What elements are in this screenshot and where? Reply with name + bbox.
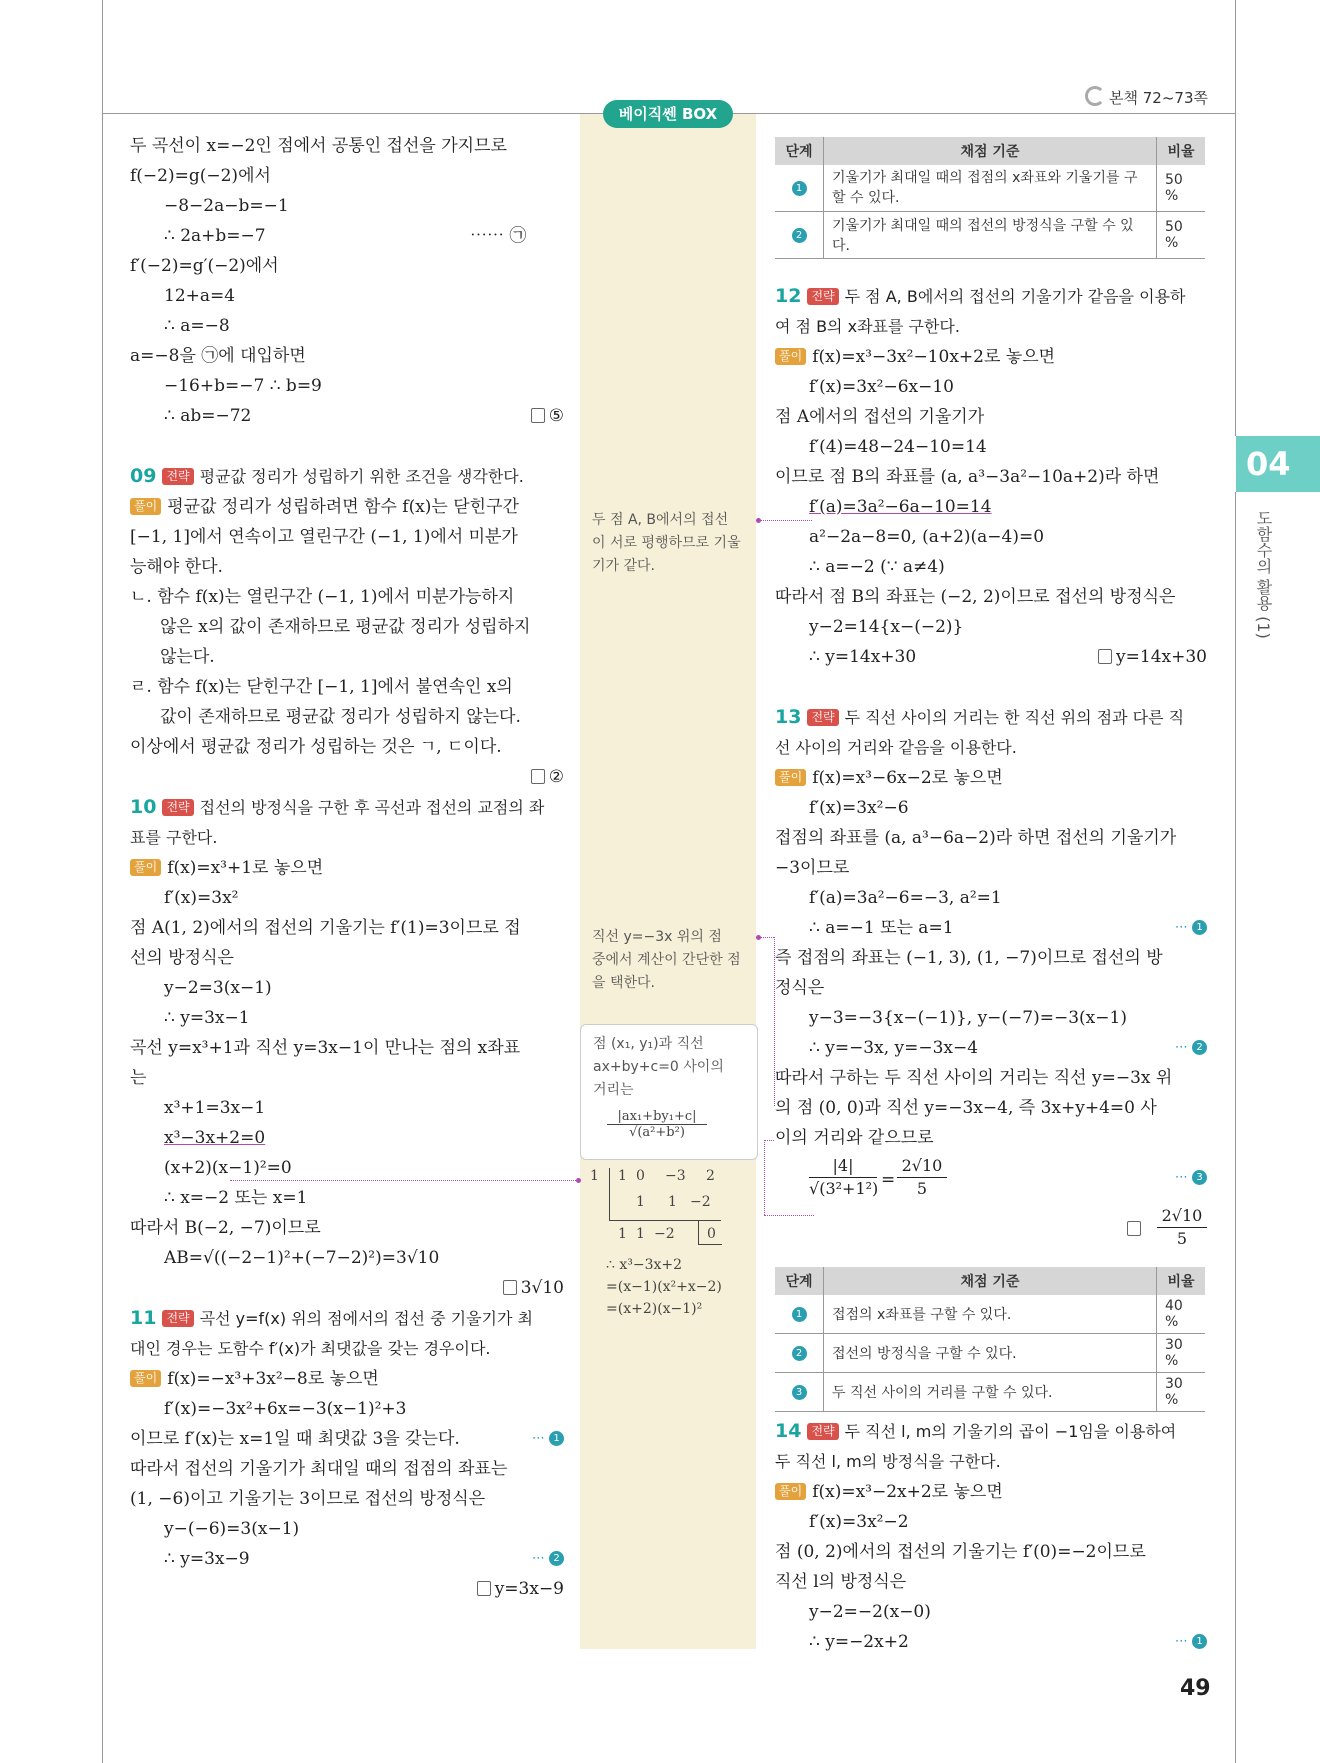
problem-strategy-cont: 대인 경우는 도함수 f′(x)가 최댓값을 갖는 경우이다. bbox=[130, 1339, 491, 1358]
step-number-icon: 2 bbox=[792, 228, 807, 243]
step-number-icon: 1 bbox=[792, 181, 807, 196]
page-number: 49 bbox=[1180, 1676, 1211, 1701]
text-line: 값이 존재하므로 평균값 정리가 성립하지 않는다. bbox=[160, 707, 521, 727]
right-margin-line bbox=[1235, 0, 1236, 436]
text-line: 점 (0, 2)에서의 접선의 기울기는 f′(0)=−2이므로 bbox=[775, 1542, 1146, 1562]
connector-line bbox=[764, 1140, 774, 1141]
table-row: 1 접점의 x좌표를 구할 수 있다. 40 % bbox=[775, 1295, 1205, 1334]
side-note-point: 직선 y=−3x 위의 점 중에서 계산이 간단한 점 을 택한다. bbox=[592, 929, 741, 991]
formula-numerator: |ax₁+by₁+c| bbox=[607, 1109, 707, 1125]
step-number-icon: 2 bbox=[549, 1551, 564, 1566]
text-line: ∴ ab=−72 bbox=[164, 406, 252, 426]
text-line: f′(x)=3x²−6x−10 bbox=[809, 377, 954, 397]
text-line: y−2=3(x−1) bbox=[164, 978, 272, 998]
answer-icon bbox=[531, 769, 545, 784]
text-line: −3이므로 bbox=[775, 858, 850, 878]
chapter-tab: 04 bbox=[1236, 436, 1320, 492]
equation-label: ⋯⋯ ㉠ bbox=[470, 226, 527, 246]
scoring-table-11 bbox=[775, 137, 1205, 259]
text-line: a=−8을 ㉠에 대입하면 bbox=[130, 346, 306, 366]
text-line: 따라서 B(−2, −7)이므로 bbox=[130, 1218, 321, 1238]
formula-denominator: √(a²+b²) bbox=[629, 1125, 685, 1140]
solution-tag: 풀이 bbox=[130, 498, 161, 515]
solution-tag: 풀이 bbox=[775, 1483, 806, 1500]
problem-strategy: 두 점 A, B에서의 접선의 기울기가 같음을 이용하 bbox=[844, 287, 1186, 306]
text-line: f′(a)=3a²−6a−10=14 bbox=[809, 497, 992, 517]
text-line: f′(x)=3x² bbox=[164, 888, 239, 908]
text-line: f(−2)=g(−2)에서 bbox=[130, 166, 271, 186]
text-line: 선의 방정식은 bbox=[130, 948, 234, 968]
text-line: f(x)=x³−6x−2로 놓으면 bbox=[812, 768, 1003, 788]
step-number-icon: 1 bbox=[1192, 1634, 1207, 1649]
book-reference: 본책 72~73쪽 bbox=[1085, 86, 1208, 108]
problem-strategy-cont: 표를 구한다. bbox=[130, 828, 218, 847]
problem-strategy: 두 직선 사이의 거리는 한 직선 위의 점과 다른 직 bbox=[844, 708, 1185, 727]
left-margin-line bbox=[102, 0, 103, 1763]
step-number-icon: 2 bbox=[792, 1346, 807, 1361]
problem-strategy: 평균값 정리가 성립하기 위한 조건을 생각한다. bbox=[199, 467, 524, 486]
problem-number: 14 bbox=[775, 1420, 802, 1442]
text-line: ∴ a=−8 bbox=[164, 316, 230, 336]
text-line: f′(a)=3a²−6=−3, a²=1 bbox=[809, 888, 1002, 908]
basic-box-label: 베이직쎈 BOX bbox=[603, 100, 733, 128]
text-line: 능해야 한다. bbox=[130, 557, 223, 577]
table-header: 단계 bbox=[775, 137, 824, 165]
answer-denominator: 5 bbox=[1176, 1229, 1188, 1248]
problem-strategy: 접선의 방정식을 구한 후 곡선과 접선의 교점의 좌 bbox=[199, 798, 545, 817]
book-ref-icon bbox=[1085, 86, 1105, 106]
step-marker: ⋯ 1 bbox=[532, 1424, 564, 1454]
step-number-icon: 1 bbox=[549, 1431, 564, 1446]
right-column-lower bbox=[775, 1416, 1207, 1657]
answer-icon bbox=[1127, 1221, 1141, 1236]
distance-numerator: |4| bbox=[809, 1155, 877, 1178]
distance-result-numerator: 2√10 bbox=[897, 1155, 947, 1178]
strategy-tag: 전략 bbox=[162, 468, 193, 485]
problem-number: 11 bbox=[130, 1307, 157, 1329]
strategy-tag: 전략 bbox=[162, 799, 193, 816]
answer-icon bbox=[1098, 649, 1112, 664]
text-line: 이므로 f′(x)는 x=1일 때 최댓값 3을 갖는다. bbox=[130, 1429, 460, 1449]
connector-dot bbox=[576, 1178, 581, 1183]
step-number-icon: 3 bbox=[792, 1385, 807, 1400]
text-line: −16+b=−7 ∴ b=9 bbox=[164, 376, 322, 396]
answer: y=3x−9 bbox=[477, 1574, 564, 1604]
text-line: 않는다. bbox=[160, 647, 215, 667]
connector-line bbox=[764, 1140, 765, 1215]
table-header: 비율 bbox=[1157, 1267, 1206, 1295]
text-line: ∴ 2a+b=−7 bbox=[164, 226, 266, 246]
text-line: f′(4)=48−24−10=14 bbox=[809, 437, 987, 457]
step-marker: ⋯ 1 bbox=[1175, 913, 1207, 943]
answer-icon bbox=[477, 1581, 491, 1596]
side-note-parallel: 두 점 A, B에서의 접선 이 서로 평행하므로 기울 기가 같다. bbox=[592, 512, 741, 574]
text-line: f(x)=x³−3x²−10x+2로 놓으면 bbox=[812, 347, 1056, 367]
solution-tag: 풀이 bbox=[775, 348, 806, 365]
text-line: 는 bbox=[130, 1068, 147, 1088]
strategy-tag: 전략 bbox=[807, 288, 838, 305]
connector-line bbox=[230, 1180, 576, 1181]
problem-strategy: 곡선 y=f(x) 위의 점에서의 접선 중 기울기가 최 bbox=[199, 1309, 533, 1328]
step-marker: ⋯ 2 bbox=[1175, 1033, 1207, 1063]
text-line: 직선 l의 방정식은 bbox=[775, 1572, 907, 1592]
text-line: y−3=−3{x−(−1)}, y−(−7)=−3(x−1) bbox=[809, 1008, 1127, 1028]
text-line: ∴ y=14x+30 bbox=[809, 647, 917, 667]
factorization-note: ∴ x³−3x+2 =(x−1)(x²+x−2) =(x+2)(x−1)² bbox=[606, 1257, 722, 1317]
table-header: 채점 기준 bbox=[824, 137, 1157, 165]
text-line: ㄹ. 함수 f(x)는 닫힌구간 [−1, 1]에서 불연속인 x의 bbox=[130, 677, 513, 697]
scoring-table-13 bbox=[775, 1267, 1205, 1412]
step-number-icon: 2 bbox=[1192, 1040, 1207, 1055]
text-line: f(x)=−x³+3x²−8로 놓으면 bbox=[167, 1369, 379, 1389]
table-header: 채점 기준 bbox=[824, 1267, 1157, 1295]
text-line: ∴ y=3x−1 bbox=[164, 1008, 250, 1028]
problem-number: 10 bbox=[130, 796, 157, 818]
table-row: 2 기울기가 최대일 때의 접선의 방정식을 구할 수 있다. 50 % bbox=[775, 212, 1205, 259]
distance-formula-box: 점 (x₁, y₁)과 직선 ax+by+c=0 사이의 거리는 $\frac{\text{|ax₁+by₁+c|}}{\text{√(a²+b²)}}$ bbox=[580, 1024, 758, 1160]
strategy-tag: 전략 bbox=[162, 1310, 193, 1327]
answer: y=14x+30 bbox=[1098, 642, 1207, 672]
right-column bbox=[775, 281, 1207, 1253]
text-line: y−2=−2(x−0) bbox=[809, 1602, 931, 1622]
text-line: ∴ x=−2 또는 x=1 bbox=[164, 1188, 308, 1208]
text-line: y−(−6)=3(x−1) bbox=[164, 1519, 300, 1539]
text-line: 따라서 구하는 두 직선 사이의 거리는 직선 y=−3x 위 bbox=[775, 1068, 1173, 1088]
text-line: f′(x)=−3x²+6x=−3(x−1)²+3 bbox=[164, 1399, 407, 1419]
text-line: 즉 접점의 좌표는 (−1, 3), (1, −7)이므로 접선의 방 bbox=[775, 948, 1163, 968]
right-margin-line-lower bbox=[1235, 492, 1236, 1763]
text-line: ∴ a=−1 또는 a=1 bbox=[809, 918, 954, 938]
text-line: f′(x)=3x²−2 bbox=[809, 1512, 909, 1532]
solution-tag: 풀이 bbox=[130, 1370, 161, 1387]
solution-tag: 풀이 bbox=[775, 769, 806, 786]
equals-sign: = bbox=[881, 1170, 896, 1190]
left-column bbox=[130, 131, 564, 1604]
step-marker: ⋯ 3 bbox=[1175, 1163, 1207, 1193]
text-line: 따라서 접선의 기울기가 최대일 때의 접점의 좌표는 bbox=[130, 1459, 508, 1479]
text-line: ㄴ. 함수 f(x)는 열린구간 (−1, 1)에서 미분가능하지 bbox=[130, 587, 515, 607]
text-line: (1, −6)이고 기울기는 3이므로 접선의 방정식은 bbox=[130, 1489, 486, 1509]
text-line: [−1, 1]에서 연속이고 열린구간 (−1, 1)에서 미분가 bbox=[130, 527, 518, 547]
text-line: 평균값 정리가 성립하려면 함수 f(x)는 닫힌구간 bbox=[167, 497, 519, 517]
distance-result-denominator: 5 bbox=[916, 1179, 928, 1198]
text-line: 이상에서 평균값 정리가 성립하는 것은 ㄱ, ㄷ이다. bbox=[130, 737, 502, 757]
strategy-tag: 전략 bbox=[807, 709, 838, 726]
answer: 3√10 bbox=[503, 1273, 564, 1303]
step-number-icon: 3 bbox=[1192, 1170, 1207, 1185]
answer: ② bbox=[531, 762, 564, 792]
step-marker: ⋯ 2 bbox=[532, 1544, 564, 1574]
basic-box-column bbox=[580, 114, 756, 1649]
text-line: x³−3x+2=0 bbox=[164, 1128, 266, 1148]
distance-expression bbox=[775, 1153, 1207, 1205]
text-line: 정식은 bbox=[775, 978, 825, 998]
text-line: f′(x)=3x²−6 bbox=[809, 798, 909, 818]
problem-number: 12 bbox=[775, 285, 802, 307]
text-line: f′(−2)=g′(−2)에서 bbox=[130, 256, 279, 276]
table-row: 3 두 직선 사이의 거리를 구할 수 있다. 30 % bbox=[775, 1373, 1205, 1412]
text-line: ∴ y=−2x+2 bbox=[809, 1632, 909, 1652]
text-line: (x+2)(x−1)²=0 bbox=[164, 1158, 292, 1178]
problem-number: 13 bbox=[775, 706, 802, 728]
problem-strategy-cont: 두 직선 l, m의 방정식을 구한다. bbox=[775, 1452, 1001, 1471]
text-line: 두 곡선이 x=−2인 점에서 공통인 접선을 가지므로 bbox=[130, 136, 507, 156]
connector-line bbox=[760, 937, 774, 938]
text-line: 않은 x의 값이 존재하므로 평균값 정리가 성립하지 bbox=[160, 617, 531, 637]
text-line: ∴ y=−3x, y=−3x−4 bbox=[809, 1038, 979, 1058]
table-row: 1 기울기가 최대일 때의 접점의 x좌표와 기울기를 구할 수 있다. 50 % bbox=[775, 165, 1205, 212]
problem-strategy-cont: 여 점 B의 x좌표를 구한다. bbox=[775, 317, 960, 336]
text-line: 따라서 점 B의 좌표는 (−2, 2)이므로 접선의 방정식은 bbox=[775, 587, 1176, 607]
answer-numerator: 2√10 bbox=[1157, 1205, 1207, 1228]
step-number-icon: 1 bbox=[792, 1307, 807, 1322]
answer bbox=[775, 1205, 1207, 1253]
table-header: 단계 bbox=[775, 1267, 824, 1295]
text-line: ∴ y=3x−9 bbox=[164, 1549, 250, 1569]
text-line: AB=√((−2−1)²+(−7−2)²)=3√10 bbox=[164, 1248, 440, 1268]
text-line: f(x)=x³−2x+2로 놓으면 bbox=[812, 1482, 1003, 1502]
text-line: 의 점 (0, 0)과 직선 y=−3x−4, 즉 3x+y+4=0 사 bbox=[775, 1098, 1157, 1118]
problem-strategy-cont: 선 사이의 거리와 같음을 이용한다. bbox=[775, 738, 1017, 757]
text-line: 점 A에서의 접선의 기울기가 bbox=[775, 407, 985, 427]
text-line: x³+1=3x−1 bbox=[164, 1098, 266, 1118]
answer-icon bbox=[503, 1280, 517, 1295]
strategy-tag: 전략 bbox=[807, 1423, 838, 1440]
text-line: a²−2a−8=0, (a+2)(a−4)=0 bbox=[809, 527, 1045, 547]
text-line: 12+a=4 bbox=[164, 286, 236, 306]
chapter-title: 도함수의 활용 (1) bbox=[1254, 510, 1273, 639]
text-line: −8−2a−b=−1 bbox=[164, 196, 289, 216]
text-line: 점 A(1, 2)에서의 접선의 기울기는 f′(1)=3이므로 접 bbox=[130, 918, 521, 938]
text-line: 이의 거리와 같으므로 bbox=[775, 1128, 934, 1148]
text-line: 이므로 점 B의 좌표를 (a, a³−3a²−10a+2)라 하면 bbox=[775, 467, 1160, 487]
distance-denominator: √(3²+1²) bbox=[809, 1179, 879, 1198]
step-number-icon: 1 bbox=[1192, 920, 1207, 935]
table-header: 비율 bbox=[1157, 137, 1206, 165]
answer: ⑤ bbox=[531, 401, 564, 431]
text-line: y−2=14{x−(−2)} bbox=[809, 617, 964, 637]
step-marker: ⋯ 1 bbox=[1175, 1627, 1207, 1657]
text-line: f(x)=x³+1로 놓으면 bbox=[167, 858, 324, 878]
problem-number: 09 bbox=[130, 465, 157, 487]
text-line: 접점의 좌표를 (a, a³−6a−2)라 하면 접선의 기울기가 bbox=[775, 828, 1177, 848]
problem-strategy: 두 직선 l, m의 기울기의 곱이 −1임을 이용하여 bbox=[844, 1422, 1177, 1441]
text-line: 곡선 y=x³+1과 직선 y=3x−1이 만나는 점의 x좌표 bbox=[130, 1038, 521, 1058]
table-row: 2 접선의 방정식을 구할 수 있다. 30 % bbox=[775, 1334, 1205, 1373]
solution-tag: 풀이 bbox=[130, 859, 161, 876]
text-line: ∴ a=−2 (∵ a≠4) bbox=[809, 557, 945, 577]
answer-icon bbox=[531, 408, 545, 423]
